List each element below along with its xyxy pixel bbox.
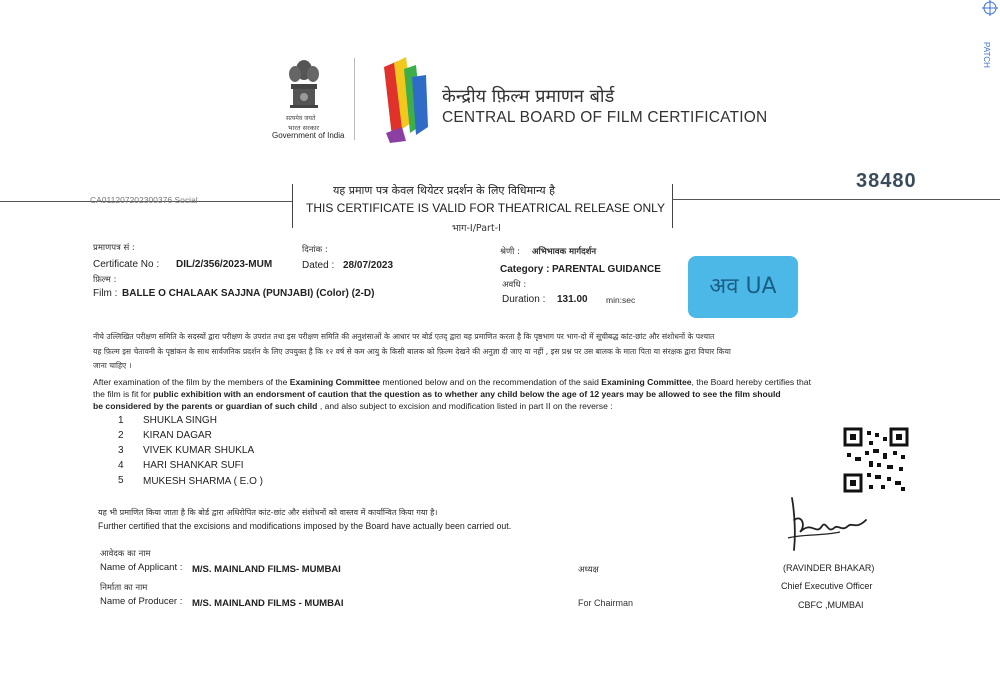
reference-code: CA011207202300376 Social [90, 195, 198, 205]
body-hindi-line-3: जाना चाहिए । [93, 361, 132, 370]
part-label: भाग-I/Part-I [452, 223, 501, 234]
category-value: PARENTAL GUIDANCE [552, 264, 661, 275]
signatory-title: Chief Executive Officer [781, 581, 873, 591]
validity-english: THIS CERTIFICATE IS VALID FOR THEATRICAL RELEASE ONLY [306, 201, 665, 215]
category-label-hindi: श्रेणी : [500, 247, 520, 257]
cbfc-logo-icon [380, 55, 430, 143]
film-label-hindi: फ़िल्म : [93, 275, 117, 285]
duration-unit: min:sec [606, 295, 636, 305]
right-rule [672, 199, 1000, 200]
chairman-hindi: अध्यक्ष [578, 565, 599, 575]
committee-member: MUKESH SHARMA ( E.O ) [143, 476, 264, 487]
duration-label-hindi: अवधि : [502, 280, 527, 290]
corner-text: PATCH [982, 42, 991, 68]
body-english-line-2: the film is fit for public exhibition with an endorsment of caution that the question as to whether any child below the age of 12 years may be allowed to see the film should [93, 389, 781, 399]
cert-no-label-hindi: प्रमाणपत्र सं : [93, 243, 135, 253]
committee-num: 4 [118, 460, 124, 471]
committee-member: KIRAN DAGAR [143, 430, 212, 441]
qr-code-icon [843, 427, 909, 493]
producer-value: M/S. MAINLAND FILMS - MUMBAI [192, 598, 344, 609]
emblem-motto: सत्यमेव जयते [286, 115, 316, 122]
producer-label: Name of Producer : [100, 596, 183, 607]
signature-icon [782, 490, 877, 558]
left-bracket [292, 184, 293, 228]
cert-no-label: Certificate No : [93, 259, 160, 270]
validity-hindi: यह प्रमाण पत्र केवल थियेटर प्रदर्शन के लिए विधिमान्य है [333, 184, 555, 197]
applicant-label: Name of Applicant : [100, 562, 183, 573]
committee-num: 5 [118, 475, 124, 486]
body-english-line-3: be considered by the parents or guardian of such child , and also subject to excision and modification listed in part II on the reverse : [93, 401, 613, 411]
duration-label: Duration : [502, 294, 546, 305]
corner-mark [982, 0, 998, 70]
committee-member: HARI SHANKAR SUFI [143, 460, 244, 471]
date-label-hindi: दिनांक : [302, 245, 328, 255]
body-hindi-line-2: यह फ़िल्म इस चेतावनी के पृष्ठांकन के साथ सार्वजनिक प्रदर्शन के लिए उपयुक्त है कि १२ वर्ष से कम आयु के किसी बालक को फ़िल्म देखने की अनुज्ञा दी जाए या नहीं , इस प्रश्न पर उस बालक के माता पिता या संरक्षक द्वारा विचार किया [93, 347, 731, 356]
cert-no-value: DIL/2/356/2023-MUM [176, 259, 273, 270]
date-value: 28/07/2023 [343, 260, 394, 271]
serial-number: 38480 [856, 170, 917, 192]
film-value: BALLE O CHALAAK SAJJNA (PUNJABI) (Color) (2-D) [122, 288, 375, 299]
applicant-value: M/S. MAINLAND FILMS- MUMBAI [192, 564, 341, 575]
body-english-line-1: After examination of the film by the members of the Examining Committee mentioned below and on the recommendation of the said Examining Committee, the Board hereby certifies that [93, 377, 811, 387]
committee-num: 2 [118, 430, 124, 441]
emblem-caption: Government of India [272, 131, 345, 140]
film-label: Film : [93, 288, 118, 299]
national-emblem-icon [282, 58, 326, 114]
body-hindi-line-1: नीचे उल्लिखित परीक्षण समिति के सदस्यों द्वारा परीक्षण के उपरांत तथा इस परीक्षण समिति की अनुशंसाओं के आधार पर बोर्ड एतद् द्वारा यह प्रमाणित करता है कि पृष्ठभाग पर भाग-दो में सूचीबद्ध कांट-छांट और संशोधनों के पश्चात [93, 332, 715, 341]
signatory-name: (RAVINDER BHAKAR) [783, 563, 875, 573]
category-value-hindi: अभिभावक मार्गदर्शन [532, 247, 597, 257]
board-title-english: CENTRAL BOARD OF FILM CERTIFICATION [442, 109, 768, 126]
signatory-office: CBFC ,MUMBAI [798, 600, 864, 610]
emblem-hindi: भारत सरकार [288, 124, 320, 132]
chairman-english: For Chairman [578, 598, 634, 608]
committee-member: VIVEK KUMAR SHUKLA [143, 445, 255, 456]
applicant-label-hindi: आवेदक का नाम [100, 549, 151, 559]
crosshair-icon [982, 0, 998, 18]
duration-value: 131.00 [557, 294, 588, 305]
further-hindi: यह भी प्रमाणित किया जाता है कि बोर्ड द्वारा अधिरोपित कांट-छांट और संशोधनों को वास्तव में कार्यान्वित किया गया है। [98, 508, 438, 517]
board-title-hindi: केन्द्रीय फ़िल्म प्रमाणन बोर्ड [442, 86, 615, 107]
committee-num: 1 [118, 415, 124, 426]
header-divider [354, 58, 355, 140]
committee-member: SHUKLA SINGH [143, 415, 217, 426]
producer-label-hindi: निर्माता का नाम [100, 583, 148, 593]
category-label: Category : [500, 264, 550, 275]
rating-stamp: अव UA [688, 256, 798, 318]
committee-num: 3 [118, 445, 124, 456]
further-english: Further certified that the excisions and modifications imposed by the Board have actually been carried out. [98, 521, 512, 531]
date-label: Dated : [302, 260, 335, 271]
right-bracket [672, 184, 673, 228]
